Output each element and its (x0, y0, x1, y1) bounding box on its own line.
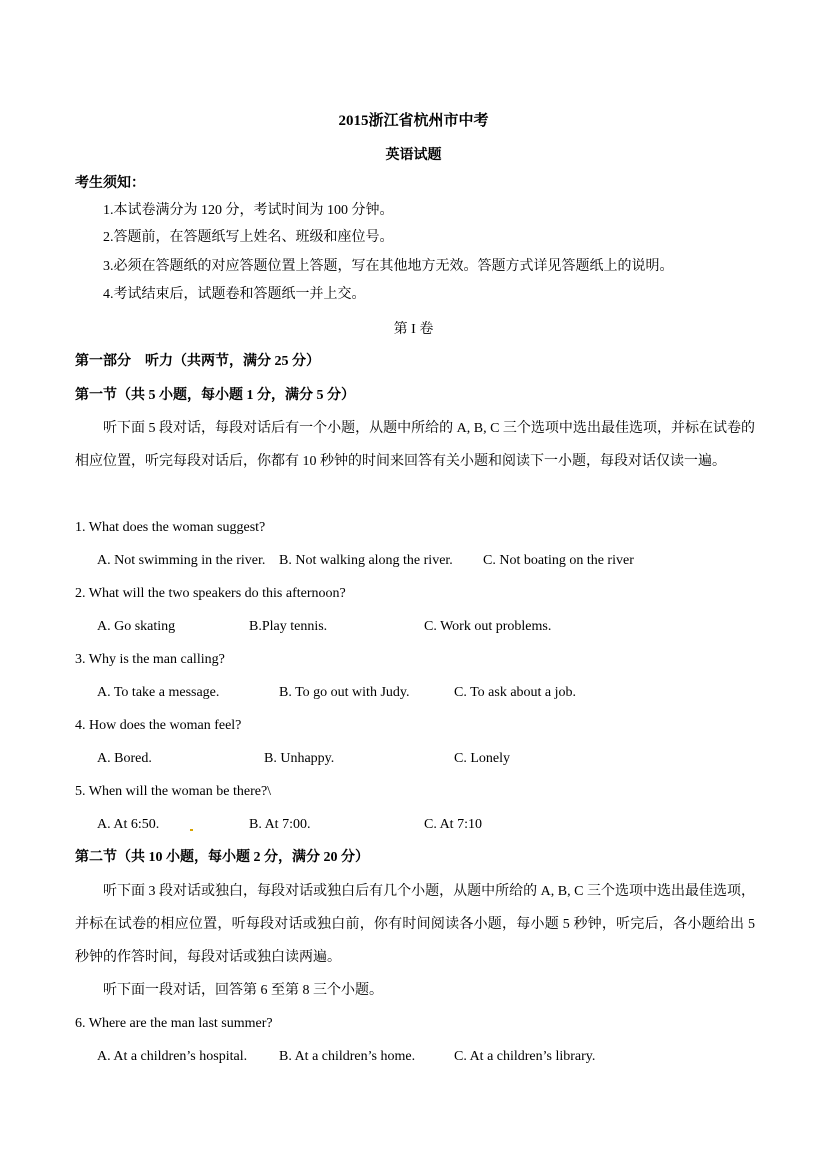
part1-heading: 第一部分 听力（共两节，满分 25 分） (75, 354, 320, 369)
option-c: C. To ask about a job. (454, 685, 577, 700)
question-stem: 4. How does the woman feel? (75, 718, 242, 733)
option-c: C. At a children’s library. (454, 1049, 596, 1064)
option-c: C. At 7:10 (424, 817, 482, 832)
section2-sub-instruction: 听下面一段对话，回答第 6 至第 8 三个小题。 (103, 983, 383, 998)
option-a: A. Bored. (97, 751, 152, 766)
section1-heading: 第一节（共 5 小题，每小题 1 分，满分 5 分） (75, 388, 355, 403)
volume-label: 第 I 卷 (393, 322, 434, 337)
question-stem: 1. What does the woman suggest? (75, 520, 266, 535)
question-stem: 2. What will the two speakers do this afternoon? (75, 586, 346, 601)
notice-item: 2.答题前，在答题纸写上姓名、班级和座位号。 (103, 230, 394, 245)
option-b: B.Play tennis. (249, 619, 328, 634)
option-b: B. To go out with Judy. (279, 685, 410, 700)
option-b: B. At a children’s home. (279, 1049, 416, 1064)
question-stem: 3. Why is the man calling? (75, 652, 225, 667)
notice-heading: 考生须知： (75, 176, 145, 191)
option-a: A. To take a message. (97, 685, 220, 700)
question-stem: 5. When will the woman be there?\ (75, 784, 272, 799)
notice-item: 3.必须在答题纸的对应答题位置上答题，写在其他地方无效。答题方式详见答题纸上的说明。 (103, 259, 674, 274)
option-b: B. At 7:00. (249, 817, 311, 832)
notice-item: 1.本试卷满分为 120 分，考试时间为 100 分钟。 (103, 203, 394, 218)
option-a: A. At 6:50. (97, 817, 160, 832)
section2-heading: 第二节（共 10 小题，每小题 2 分，满分 20 分） (75, 850, 369, 865)
option-a: A. Go skating (97, 619, 176, 634)
exam-subtitle: 英语试题 (385, 148, 442, 163)
option-c: C. Lonely (454, 751, 510, 766)
section2-instructions: 听下面 3 段对话或独白，每段对话或独白后有几个小题，从题中所给的 A, B, C 三个选项中选出最佳选项，并标在试卷的相应位置，听每段对话或独白前，你有时间阅读各小题，每小题 5 秒钟，听完后，各小题给出 5 秒钟的作答时间，每段对话或独白读两遍。 (75, 884, 755, 965)
question-stem: 6. Where are the man last summer? (75, 1016, 273, 1031)
section1-instructions: 听下面 5 段对话，每段对话后有一个小题，从题中所给的 A, B, C 三个选项中选出最佳选项，并标在试卷的相应位置，听完每段对话后，你都有 10 秒钟的时间来回答有关小题和阅读下一小题，每段对话仅读一遍。 (75, 421, 755, 469)
option-b: B. Not walking along the river. (279, 553, 453, 568)
option-b: B. Unhappy. (264, 751, 335, 766)
option-a: A. At a children’s hospital. (97, 1049, 248, 1064)
stray-mark (190, 829, 193, 831)
option-a: A. Not swimming in the river. (97, 553, 266, 568)
exam-title: 2015浙江省杭州市中考 (338, 113, 489, 129)
option-c: C. Not boating on the river (483, 553, 634, 568)
option-c: C. Work out problems. (424, 619, 552, 634)
notice-item: 4.考试结束后，试题卷和答题纸一并上交。 (103, 287, 366, 302)
